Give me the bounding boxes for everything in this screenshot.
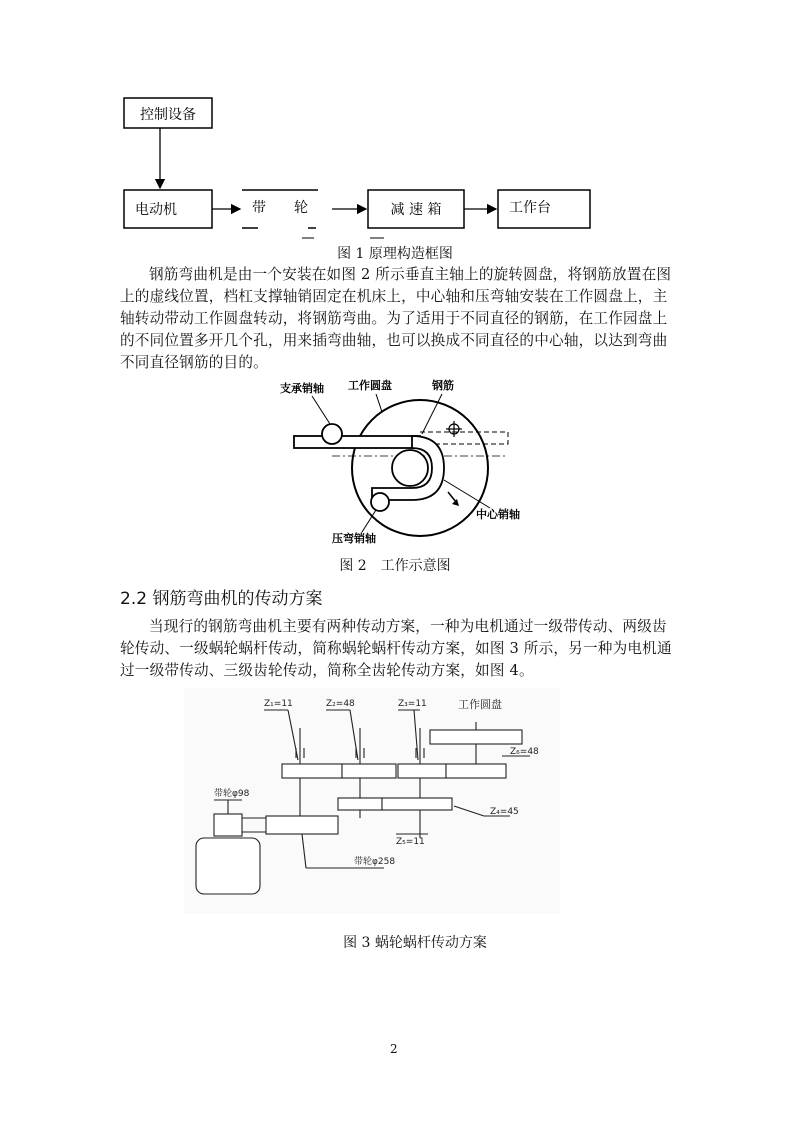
page-number: 2 [390,1042,398,1056]
label-z5: Z₅=11 [396,837,425,847]
figure3-caption: 图 3 蜗轮蜗杆传动方案 [343,935,487,951]
control-device-label: 控制设备 [140,107,196,123]
worktable-label: 工作台 [509,200,551,216]
label-z6: Z₆=48 [510,747,539,757]
figure2-working-schematic [272,372,532,550]
support-pin [322,424,342,444]
reducer-label: 减 速 箱 [390,202,442,218]
figure3-transmission-diagram [184,688,560,914]
label-pulley-small: 带轮φ98 [214,789,250,799]
center-pin [392,450,428,486]
figure2-caption: 图 2 工作示意图 [339,558,451,574]
label-z1-top: Z₁=11 [264,699,293,709]
label-pulley-large: 带轮φ258 [354,857,396,867]
label-work-disc: 工作圆盘 [348,379,392,392]
label-press-pin: 压弯销轴 [332,532,376,545]
label-z3: Z₃=11 [398,699,427,709]
label-center-pin: 中心销轴 [476,508,520,521]
paragraph-1: 钢筋弯曲机是由一个安装在如图 2 所示垂直主轴上的旋转圆盘，将钢筋放置在图上的虚线位置，档杠支撑轴销固定在机床上，中心轴和压弯轴安装在工作圆盘上，主轴转动带动工作圆盘转动，将钢筋弯曲。为了适用于不同直径的钢筋，在工作园盘上的不同位置多开几个孔，用来插弯曲轴，也可以换成不同直径的中心轴，以达到弯曲不同直径钢筋的目的。 [120,266,672,371]
label-work-disc-fig3: 工作圆盘 [458,698,502,711]
label-z4: Z₄=45 [490,807,519,817]
motor-label: 电动机 [135,202,177,218]
section-heading: 2.2 钢筋弯曲机的传动方案 [120,589,323,609]
label-support-pin: 支承销轴 [280,382,324,395]
figure1-caption: 图 1 原理构造框图 [337,246,453,262]
pin-hole-marker [446,421,462,437]
figure1-block-diagram [118,92,598,242]
paragraph-2: 当现行的钢筋弯曲机主要有两种传动方案，一种为电机通过一级带传动、两级齿轮传动、一级蜗轮蜗杆传动，简称蜗轮蜗杆传动方案，如图 3 所示，另一种为电机通过一级带传动、三级齿轮传动，简称全齿轮传动方案，如图 4。 [120,618,672,679]
pulley-label: 带 轮 [252,200,308,216]
label-z2: Z₂=48 [326,699,355,709]
rebar [294,436,420,448]
press-pin [371,493,389,511]
label-rebar: 钢筋 [432,379,454,392]
